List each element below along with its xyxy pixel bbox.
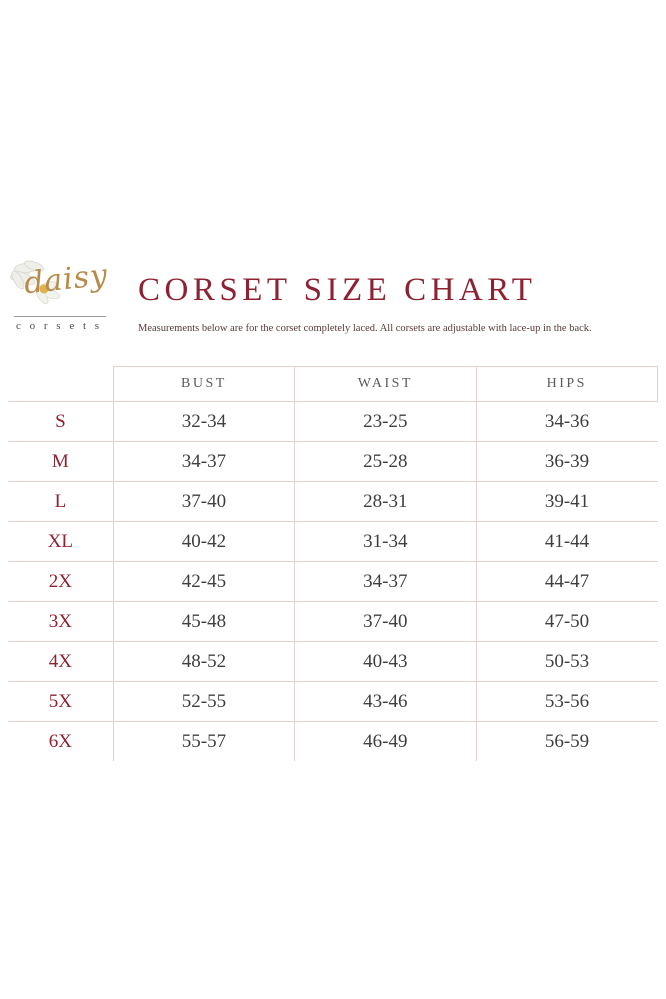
cell-waist: 46-49 [295,722,476,762]
cell-size: 2X [8,562,113,602]
size-chart-container [0,248,666,761]
cell-bust: 48-52 [113,642,294,682]
size-chart-table [8,366,658,761]
table-row [8,682,658,722]
table-row [8,522,658,562]
cell-hips: 41-44 [476,522,657,562]
cell-bust: 45-48 [113,602,294,642]
cell-waist: 23-25 [295,402,476,442]
cell-size: 4X [8,642,113,682]
page-subtitle: Measurements below are for the corset completely laced. All corsets are adjustable with lace-up in the back. [138,323,592,334]
column-header-hips: HIPS [476,367,657,402]
brand-divider [14,316,106,317]
table-row [8,442,658,482]
cell-hips: 50-53 [476,642,657,682]
cell-size: 3X [8,602,113,642]
cell-waist: 34-37 [295,562,476,602]
column-header-size [8,367,113,402]
cell-waist: 40-43 [295,642,476,682]
table-body [8,402,658,762]
column-header-waist: WAIST [295,367,476,402]
table-row [8,482,658,522]
cell-bust: 37-40 [113,482,294,522]
cell-bust: 40-42 [113,522,294,562]
cell-bust: 34-37 [113,442,294,482]
cell-bust: 52-55 [113,682,294,722]
cell-hips: 47-50 [476,602,657,642]
chart-header [0,248,666,358]
cell-hips: 39-41 [476,482,657,522]
cell-size: M [8,442,113,482]
cell-waist: 31-34 [295,522,476,562]
cell-waist: 28-31 [295,482,476,522]
table-row [8,402,658,442]
table-row [8,602,658,642]
cell-size: 6X [8,722,113,762]
cell-size: XL [8,522,113,562]
cell-hips: 53-56 [476,682,657,722]
brand-script-name: daisy [22,257,110,302]
table-header [8,367,658,402]
cell-bust: 42-45 [113,562,294,602]
cell-hips: 56-59 [476,722,657,762]
cell-bust: 32-34 [113,402,294,442]
cell-bust: 55-57 [113,722,294,762]
table-row [8,642,658,682]
cell-waist: 43-46 [295,682,476,722]
table-row [8,562,658,602]
brand-logo [8,254,128,349]
cell-size: L [8,482,113,522]
cell-size: S [8,402,113,442]
cell-waist: 25-28 [295,442,476,482]
table-header-row [8,367,658,402]
cell-size: 5X [8,682,113,722]
cell-hips: 44-47 [476,562,657,602]
cell-waist: 37-40 [295,602,476,642]
cell-hips: 34-36 [476,402,657,442]
page-title: CORSET SIZE CHART [138,272,537,308]
cell-hips: 36-39 [476,442,657,482]
brand-sub-name: c o r s e t s [16,320,103,332]
column-header-bust: BUST [113,367,294,402]
table-row [8,722,658,762]
